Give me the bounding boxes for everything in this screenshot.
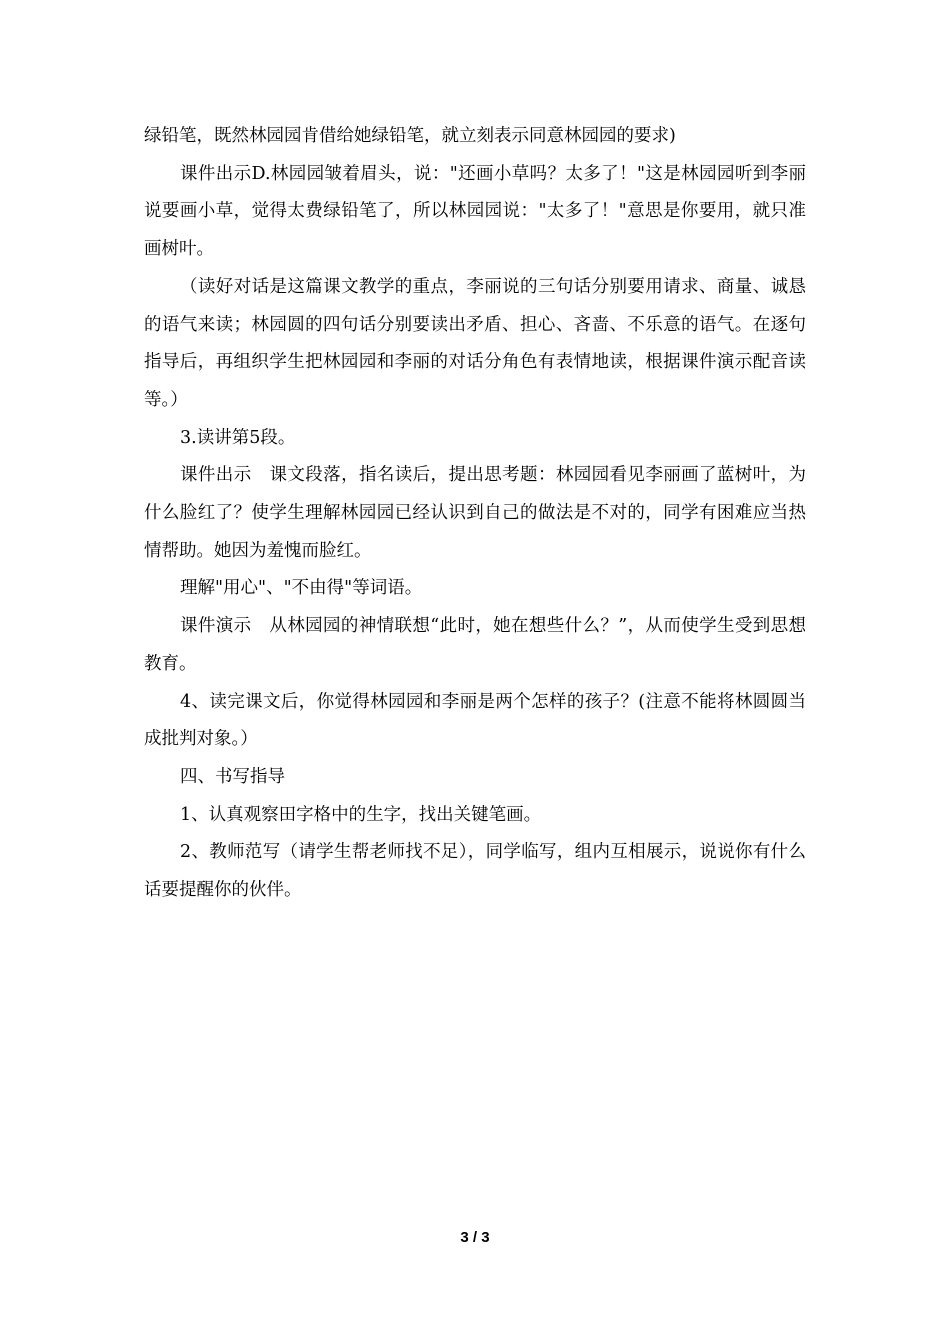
paragraph-3: （读好对话是这篇课文教学的重点，李丽说的三句话分别要用请求、商量、诚恳的语气来读；林园圆的四句话分别要读出矛盾、担心、吝啬、不乐意的语气。在逐句指导后，再组织学生把林园园和李丽的对话分角色有表情地读，根据课件演示配音读等。） <box>144 276 806 410</box>
paragraph-4: 3.读讲第5段。 <box>180 427 296 448</box>
paragraph-5: 课件出示 课文段落，指名读后，提出思考题：林园园看见李丽画了蓝树叶，为什么脸红了？使学生理解林园园已经认识到自己的做法是不对的，同学有困难应当热情帮助。她因为羞愧而脸红。 <box>144 465 806 561</box>
paragraph-8: 4、读完课文后，你觉得林园园和李丽是两个怎样的孩子？(注意不能将林圆圆当成批判对象。） <box>144 691 806 750</box>
paragraph-2: 课件出示D.林园园皱着眉头，说："还画小草吗？太多了！"这是林园园听到李丽说要画小草，觉得太费绿铅笔了，所以林园园说："太多了！"意思是你要用，就只准画树叶。 <box>144 163 806 260</box>
paragraph-7: 课件演示 从林园园的神情联想“此时，她在想些什么？”，从而使学生受到思想教育。 <box>144 616 806 674</box>
document-body <box>144 118 806 910</box>
paragraph-6: 理解"用心"、"不由得"等词语。 <box>180 578 423 599</box>
paragraph-11: 2、教师范写（请学生帮老师找不足），同学临写，组内互相展示，说说你有什么话要提醒你的伙伴。 <box>144 842 806 901</box>
page-number: 3 / 3 <box>460 1229 490 1246</box>
paragraph-9: 四、书写指导 <box>180 766 285 787</box>
paragraph-10: 1、认真观察田字格中的生字，找出关键笔画。 <box>180 804 542 825</box>
paragraph-1: 绿铅笔，既然林园园肯借给她绿铅笔，就立刻表示同意林园园的要求) <box>144 126 676 146</box>
